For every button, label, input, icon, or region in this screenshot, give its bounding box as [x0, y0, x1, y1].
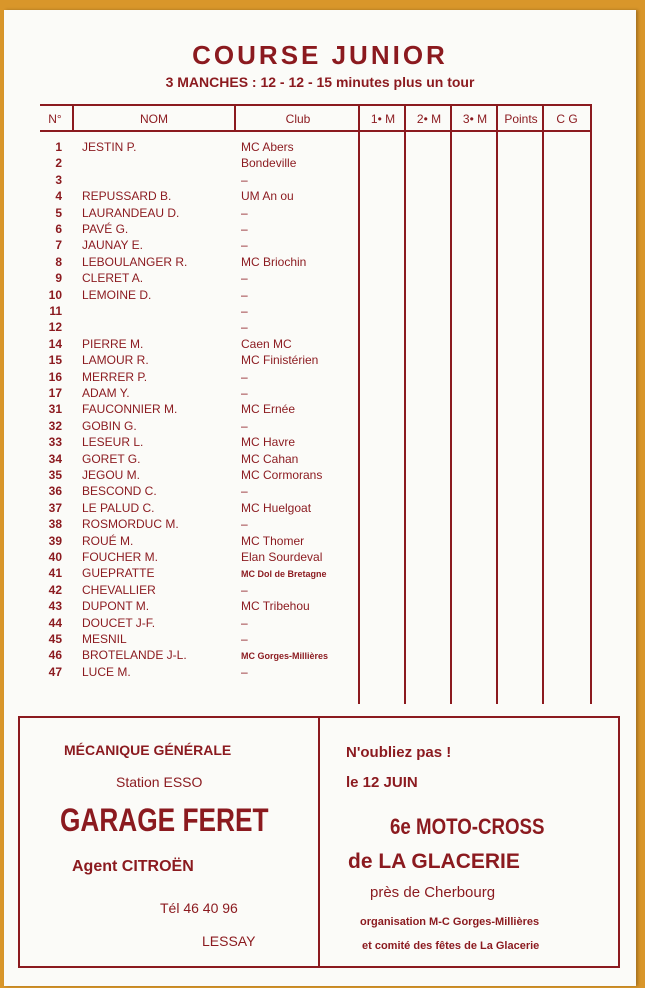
entry-club: – [241, 632, 248, 646]
advert-divider [318, 718, 320, 966]
entry-name: BESCOND C. [82, 484, 157, 499]
entry-number: 35 [48, 468, 62, 482]
entry-number: 36 [48, 484, 62, 499]
table-row [4, 534, 636, 550]
entry-club: Caen MC [241, 336, 292, 351]
entry-club: MC Briochin [241, 254, 307, 269]
entry-name: JESTIN P. [82, 140, 137, 154]
entry-name: LESEUR L. [82, 435, 144, 450]
entry-name: LE PALUD C. [82, 500, 155, 515]
entry-club: – [241, 418, 248, 433]
entry-club: – [241, 664, 248, 679]
table-row [4, 566, 636, 582]
entry-name: LEBOULANGER R. [82, 254, 188, 269]
table-row [4, 550, 636, 566]
table-row [4, 648, 636, 664]
table-row [4, 583, 636, 599]
ad-left-line2: Station ESSO [116, 774, 203, 790]
entry-club: MC Dol de Bretagne [241, 569, 327, 580]
entry-number: 33 [48, 435, 62, 450]
ad-left-line5: Tél 46 40 96 [160, 900, 238, 916]
entry-club: MC Tribehou [241, 599, 310, 614]
program-page [4, 10, 636, 986]
ad-right-line2: le 12 JUIN [346, 774, 418, 791]
entry-number: 15 [48, 353, 62, 368]
entry-name: GUEPRATTE [82, 566, 155, 581]
table-row [4, 140, 636, 156]
table-row [4, 156, 636, 172]
entry-number: 31 [48, 402, 62, 417]
ad-right-line4: de LA GLACERIE [348, 850, 520, 873]
table-row [4, 271, 636, 287]
ad-left-line6: LESSAY [202, 933, 256, 949]
table-row [4, 173, 636, 189]
entry-club: – [241, 484, 248, 499]
entry-number: 12 [48, 320, 62, 335]
table-row [4, 189, 636, 205]
advert-box [18, 716, 620, 968]
entry-club: UM An ou [241, 189, 294, 204]
column-divider [234, 106, 236, 130]
entry-club: – [241, 271, 248, 286]
entry-club: MC Thomer [241, 533, 305, 548]
header-bottom-rule [40, 130, 592, 132]
entry-number: 47 [48, 664, 62, 679]
entry-club: MC Finistérien [241, 353, 319, 368]
entry-number: 9 [55, 271, 62, 286]
table-row [4, 304, 636, 320]
col-header-num: N° [48, 112, 62, 126]
entry-number: 41 [48, 566, 62, 581]
entry-name: CLERET A. [82, 271, 144, 286]
entry-name: LAMOUR R. [82, 353, 149, 368]
ad-left-line4: Agent CITROËN [72, 858, 194, 875]
entry-number: 1 [55, 140, 62, 154]
entry-number: 10 [48, 287, 62, 302]
table-row [4, 419, 636, 435]
entry-number: 8 [55, 254, 62, 269]
entry-club: MC Havre [241, 435, 296, 450]
entry-club: MC Huelgoat [241, 500, 312, 515]
entry-number: 40 [48, 550, 62, 564]
entry-name: MERRER P. [82, 369, 148, 384]
entry-club: – [241, 615, 248, 630]
ad-right-line7: et comité des fêtes de La Glacerie [362, 940, 540, 952]
entry-number: 3 [55, 172, 62, 187]
table-row [4, 255, 636, 271]
entry-club: – [241, 386, 248, 400]
entry-name: GOBIN G. [82, 418, 137, 433]
entry-club: – [241, 172, 248, 187]
ad-right-line1: N'oubliez pas ! [346, 744, 452, 761]
col-header-points: Points [504, 112, 538, 126]
entry-name: DOUCET J-F. [82, 615, 156, 630]
entry-club: MC Cormorans [241, 468, 323, 482]
ad-right-line5: près de Cherbourg [370, 884, 496, 901]
table-row [4, 353, 636, 369]
col-header-name: NOM [140, 112, 168, 126]
ad-left-line3: GARAGE FERET [60, 802, 269, 838]
entry-number: 34 [48, 451, 62, 466]
table-row [4, 238, 636, 254]
entry-number: 46 [48, 648, 62, 663]
table-row [4, 320, 636, 336]
entry-club: Elan Sourdeval [241, 550, 323, 564]
col-header-cg: C G [556, 112, 578, 126]
ad-right-line3: 6e MOTO-CROSS [390, 814, 545, 839]
entry-club: MC Gorges-Millières [241, 651, 329, 662]
col-header-manche-1: 1• M [370, 112, 396, 126]
table-row [4, 632, 636, 648]
table-row [4, 468, 636, 484]
entry-club: Bondeville [241, 156, 297, 171]
entry-club: – [241, 238, 248, 253]
entry-number: 45 [48, 632, 62, 646]
entry-club: MC Ernée [241, 402, 296, 417]
entry-number: 32 [48, 418, 62, 433]
table-row [4, 370, 636, 386]
entry-club: – [241, 582, 248, 597]
entry-number: 5 [55, 205, 62, 220]
entry-club: MC Cahan [241, 451, 299, 466]
table-row [4, 435, 636, 451]
table-row [4, 517, 636, 533]
col-header-manche-3: 3• M [462, 112, 488, 126]
entry-club: – [241, 320, 248, 335]
entry-club: – [241, 304, 248, 318]
table-row [4, 206, 636, 222]
entry-name: FAUCONNIER M. [82, 402, 178, 417]
entry-name: PAVÉ G. [82, 222, 129, 236]
entry-name: BROTELANDE J-L. [82, 648, 187, 663]
table-row [4, 288, 636, 304]
table-row [4, 402, 636, 418]
page-subtitle: 3 MANCHES : 12 - 12 - 15 minutes plus un tour [165, 74, 475, 90]
entry-name: PIERRE M. [82, 336, 144, 351]
entry-number: 43 [48, 599, 62, 614]
header-top-rule [40, 104, 592, 106]
column-divider [72, 106, 74, 130]
entry-name: JEGOU M. [82, 468, 141, 482]
ad-right-line6: organisation M-C Gorges-Millières [360, 916, 540, 928]
table-row [4, 452, 636, 468]
entry-name: LEMOINE D. [82, 287, 152, 302]
entry-number: 2 [55, 156, 62, 171]
entry-club: – [241, 369, 248, 384]
entry-club: – [241, 222, 248, 236]
entry-number: 6 [55, 222, 62, 236]
entry-number: 14 [48, 336, 62, 351]
entry-name: DUPONT M. [82, 599, 150, 614]
entry-club: – [241, 517, 248, 532]
entry-name: ROSMORDUC M. [82, 517, 179, 532]
entry-name: REPUSSARD B. [82, 189, 172, 204]
entry-name: LAURANDEAU D. [82, 205, 180, 220]
entry-name: MESNIL [82, 632, 127, 646]
ad-left-line1: MÉCANIQUE GÉNÉRALE [64, 742, 232, 758]
table-row [4, 337, 636, 353]
entry-name: LUCE M. [82, 664, 131, 679]
entry-number: 39 [48, 533, 62, 548]
entry-name: ROUÉ M. [82, 533, 134, 548]
entry-name: JAUNAY E. [82, 238, 143, 253]
table-row [4, 665, 636, 681]
table-row [4, 501, 636, 517]
col-header-manche-2: 2• M [416, 112, 442, 126]
entry-number: 4 [55, 189, 62, 204]
entry-name: ADAM Y. [82, 386, 130, 400]
entry-name: GORET G. [82, 451, 141, 466]
page-title: COURSE JUNIOR [192, 40, 448, 70]
table-row [4, 222, 636, 238]
entry-name: CHEVALLIER [82, 582, 156, 597]
col-header-club: Club [285, 112, 311, 126]
entry-name: FOUCHER M. [82, 550, 158, 564]
table-row [4, 616, 636, 632]
entry-club: – [241, 205, 248, 220]
entry-number: 44 [48, 615, 62, 630]
entry-club: – [241, 287, 248, 302]
entry-number: 7 [55, 238, 62, 253]
entry-number: 38 [48, 517, 62, 532]
entry-number: 11 [49, 304, 62, 318]
entry-number: 16 [48, 369, 62, 384]
table-row [4, 599, 636, 615]
table-row [4, 484, 636, 500]
entry-number: 37 [48, 500, 62, 515]
entry-number: 17 [48, 386, 62, 400]
table-row [4, 386, 636, 402]
entry-club: MC Abers [241, 140, 294, 154]
entry-number: 42 [48, 582, 62, 597]
